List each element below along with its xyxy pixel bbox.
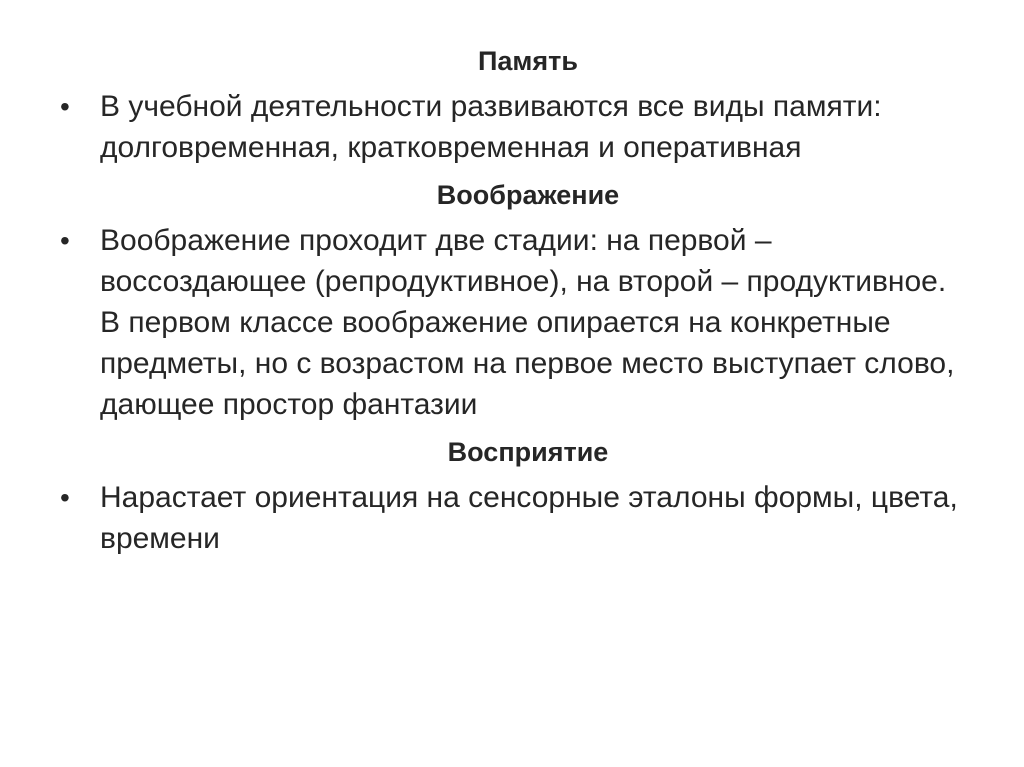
heading-memory: Память	[478, 46, 578, 76]
heading-imagination: Воображение	[436, 180, 620, 210]
heading-perception: Восприятие	[447, 437, 609, 467]
slide-content	[58, 42, 968, 567]
bullet-text-perception: Нарастает ориентация на сенсорные эталоны формы, цвета, времени	[100, 481, 958, 555]
bullet-item-perception	[58, 477, 968, 559]
bullet-item-memory	[58, 86, 968, 168]
bullet-text-memory: В учебной деятельности развиваются все виды памяти: долговременная, кратковременная и оперативная	[100, 90, 882, 164]
bullet-text-imagination: Воображение проходит две стадии: на первой – воссоздающее (репродуктивное), на второй – продуктивное. В первом классе воображение опирается на конкретные предметы, но с возрастом на первое место выступает слово, дающее простор фантазии	[100, 224, 955, 421]
bullet-icon: •	[60, 482, 70, 513]
bullet-item-imagination	[58, 220, 968, 425]
bullet-icon: •	[60, 225, 70, 256]
bullet-icon: •	[60, 91, 70, 122]
